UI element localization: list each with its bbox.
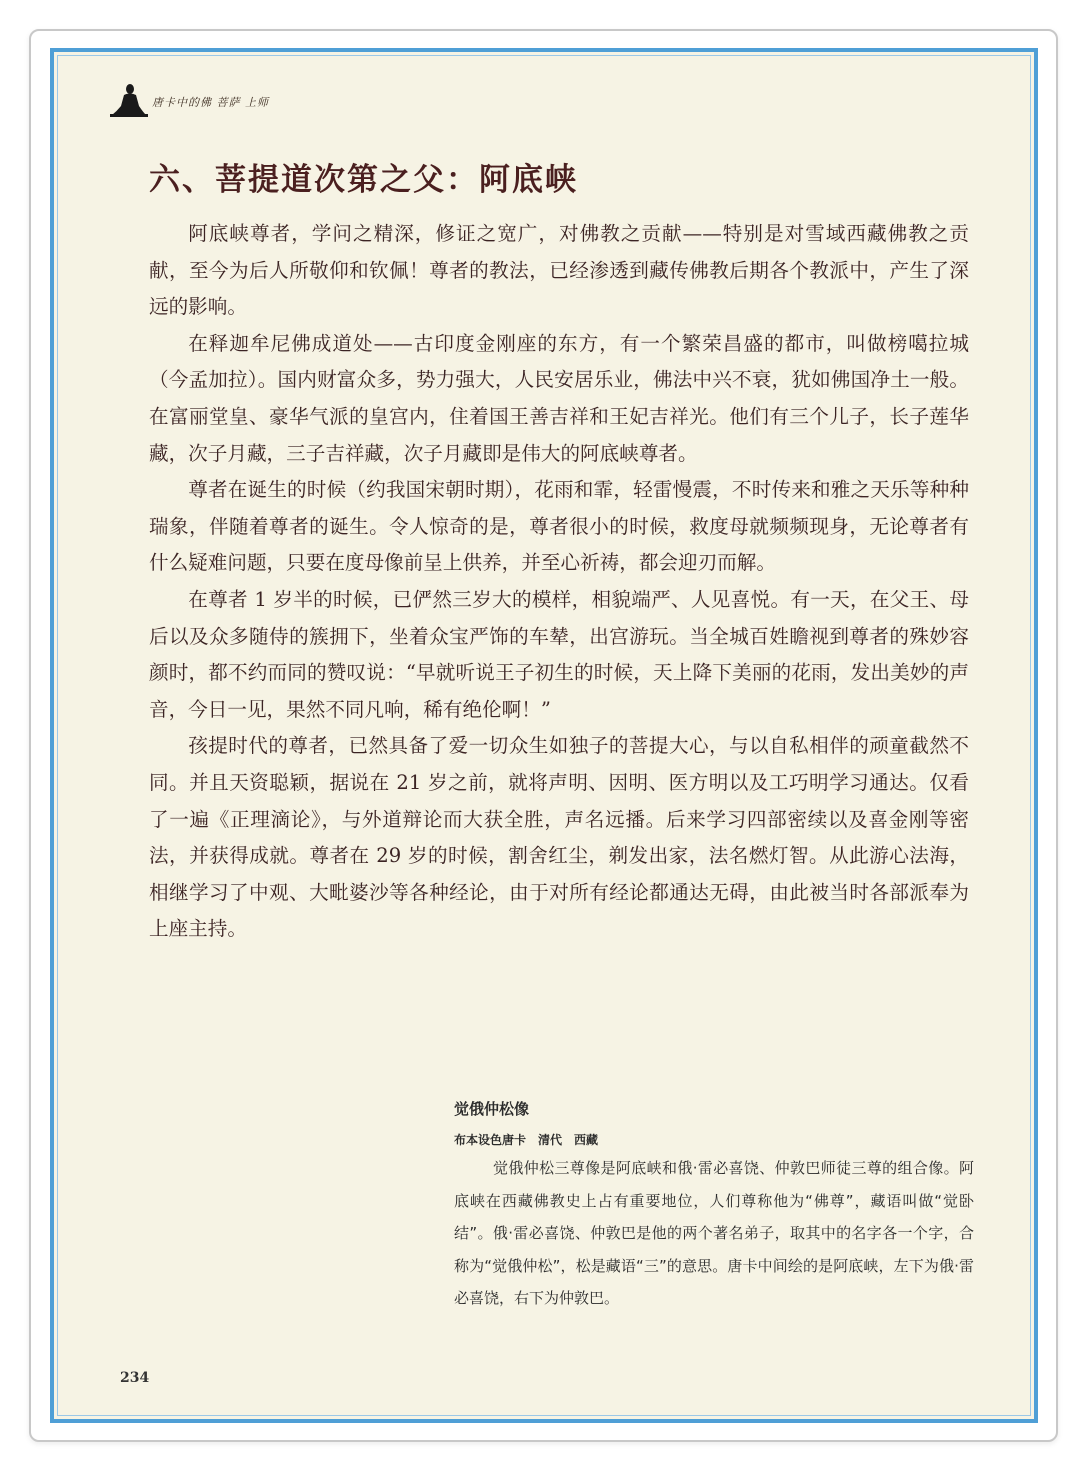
page-header bbox=[110, 82, 269, 118]
buddha-silhouette-icon bbox=[110, 82, 148, 118]
paragraph-2: 在释迦牟尼佛成道处——古印度金刚座的东方，有一个繁荣昌盛的都市，叫做榜噶拉城（今孟加拉）。国内财富众多，势力强大，人民安居乐业，佛法中兴不衰，犹如佛国净土一般。在富丽堂皇、豪华气派的皇宫内，住着国王善吉祥和王妃吉祥光。他们有三个儿子，长子莲华藏，次子月藏，三子吉祥藏，次子月藏即是伟大的阿底峡尊者。 bbox=[149, 331, 969, 465]
paragraph-1: 阿底峡尊者，学问之精深，修证之宽广，对佛教之贡献——特别是对雪域西藏佛教之贡献，至今为后人所敬仰和钦佩！尊者的教法，已经渗透到藏传佛教后期各个教派中，产生了深远的影响。 bbox=[149, 222, 969, 319]
body-text bbox=[149, 216, 969, 948]
caption-title: 觉俄仲松像 bbox=[454, 1100, 530, 1118]
paragraph-4: 在尊者 1 岁半的时候，已俨然三岁大的模样，相貌端严、人见喜悦。有一天，在父王、母后以及众多随侍的簇拥下，坐着众宝严饰的车辇，出宫游玩。当全城百姓瞻视到尊者的殊妙容颜时，都不约而同的赞叹说：“早就听说王子初生的时候，天上降下美丽的花雨，发出美妙的声音，今日一见，果然不同凡响，稀有绝伦啊！” bbox=[149, 587, 969, 721]
chapter-title: 六、菩提道次第之父：阿底峡 bbox=[149, 162, 578, 198]
caption-meta: 布本设色唐卡 清代 西藏 bbox=[454, 1133, 599, 1147]
running-title: 唐卡中的佛 菩萨 上师 bbox=[152, 96, 269, 109]
page-number: 234 bbox=[120, 1370, 150, 1386]
caption-text: 觉俄仲松三尊像是阿底峡和俄·雷必喜饶、仲敦巴师徒三尊的组合像。阿底峡在西藏佛教史上占有重要地位，人们尊称他为“佛尊”，藏语叫做“觉卧结”。俄·雷必喜饶、仲敦巴是他的两个著名弟子，取其中的名字各一个字，合称为“觉俄仲松”，松是藏语“三”的意思。唐卡中间绘的是阿底峡，左下为俄·雷必喜饶，右下为仲敦巴。 bbox=[454, 1159, 974, 1308]
paragraph-3: 尊者在诞生的时候（约我国宋朝时期），花雨和霏，轻雷慢震，不时传来和雅之天乐等种种瑞象，伴随着尊者的诞生。令人惊奇的是，尊者很小的时候，救度母就频频现身，无论尊者有什么疑难问题，只要在度母像前呈上供养，并至心祈祷，都会迎刃而解。 bbox=[149, 478, 969, 575]
paragraph-5: 孩提时代的尊者，已然具备了爱一切众生如独子的菩提大心，与以自私相伴的顽童截然不同。并且天资聪颖，据说在 21 岁之前，就将声明、因明、医方明以及工巧明学习通达。仅看了一遍《正理滴论》，与外道辩论而大获全胜，声名远播。后来学习四部密续以及喜金刚等密法，并获得成就。尊者在 29 岁的时候，割舍红尘，剃发出家，法名燃灯智。从此游心法海，相继学习了中观、大毗婆沙等各种经论，由于对所有经论都通达无碍，由此被当时各部派奉为上座主持。 bbox=[149, 734, 969, 941]
image-caption bbox=[454, 1098, 974, 1315]
book-page bbox=[50, 48, 1038, 1423]
